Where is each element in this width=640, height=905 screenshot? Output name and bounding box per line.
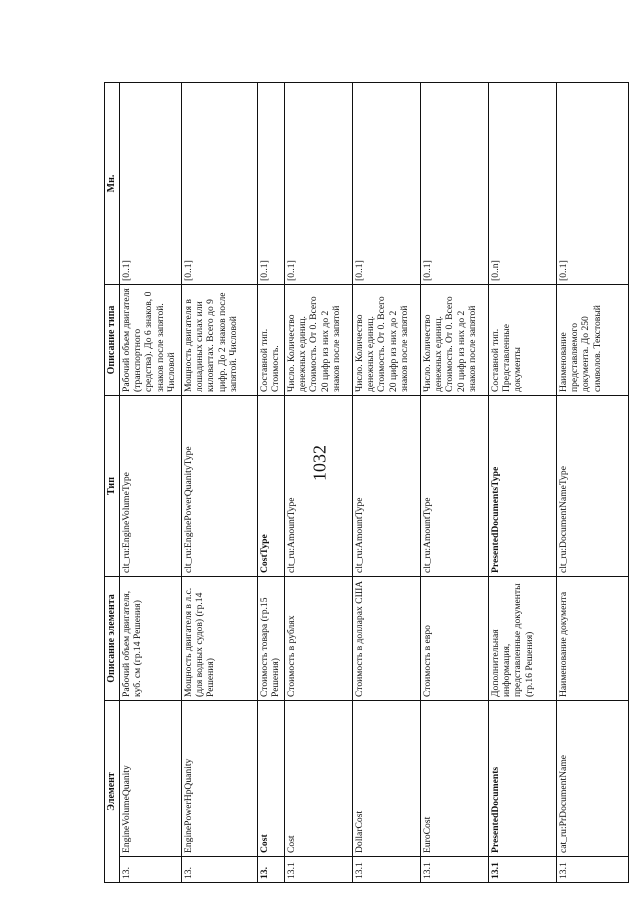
header-multiplicity: Мн. (105, 83, 120, 285)
header-element: Элемент (105, 701, 120, 883)
type-description-cell: Число. Количество денежных единиц. Стоимость. От 0. Всего 20 цифр из них до 2 знаков после запятой (284, 285, 352, 396)
header-element-description: Описание элемента (105, 577, 120, 701)
row-number-cell: 13. (257, 857, 284, 883)
multiplicity-cell: [0..1] (352, 83, 420, 285)
row-number-cell: 13.1 (284, 857, 352, 883)
type-cell: clt_ru:AmountType (284, 396, 352, 577)
type-description-cell: Составной тип. Стоимость. (257, 285, 284, 396)
element-description-cell: Стоимость в евро (420, 577, 488, 701)
table-body (119, 83, 628, 883)
header-type-description: Описание типа (105, 285, 120, 396)
element-name-cell: Cost (284, 701, 352, 857)
table-row (556, 83, 628, 883)
row-number-cell: 13.1 (420, 857, 488, 883)
type-cell: clt_ru:EngineVolumeType (119, 396, 181, 577)
spec-table-container (104, 83, 603, 883)
type-description-cell: Наименование представляемого документа. До 250 символов. Текстовый (556, 285, 628, 396)
table-row (181, 83, 257, 883)
element-name-cell: EuroCost (420, 701, 488, 857)
element-name-cell: EnginePowerHpQuanity (181, 701, 257, 857)
table-row (284, 83, 352, 883)
element-description-cell: Стоимость в рублях (284, 577, 352, 701)
multiplicity-cell: [0..n] (488, 83, 556, 285)
row-number-cell: 13.1 (556, 857, 628, 883)
multiplicity-cell: [0..1] (119, 83, 181, 285)
multiplicity-cell: [0..1] (556, 83, 628, 285)
element-name-cell: PresentedDocuments (488, 701, 556, 857)
element-name-cell: DollarCost (352, 701, 420, 857)
type-description-cell: Мощность двигателя в лошадиных силах или киловаттах. Всего до 9 цифр. До 2 знаков после запятой. Числовой (181, 285, 257, 396)
table-row (257, 83, 284, 883)
header-row (105, 83, 120, 883)
table-row (420, 83, 488, 883)
type-description-cell: Составной тип. Представленные документы (488, 285, 556, 396)
element-description-cell: Стоимость товара (гр.15 Решения) (257, 577, 284, 701)
type-description-cell: Число. Количество денежных единиц. Стоимость. От 0. Всего 20 цифр из них до 2 знаков после запятой (352, 285, 420, 396)
multiplicity-cell: [0..1] (257, 83, 284, 285)
type-cell: clt_ru:AmountType (352, 396, 420, 577)
header-type: Тип (105, 396, 120, 577)
type-cell: CostType (257, 396, 284, 577)
element-description-cell: Стоимость в долларах США (352, 577, 420, 701)
type-cell: PresentedDocumentsType (488, 396, 556, 577)
element-description-cell: Мощность двигателя в л.с. (для водных судов) (гр.14 Решения) (181, 577, 257, 701)
element-name-cell: cat_ru:PrDocumentName (556, 701, 628, 857)
multiplicity-cell: [0..1] (181, 83, 257, 285)
element-name-cell: EngineVolumeQuanity (119, 701, 181, 857)
element-name-cell: Cost (257, 701, 284, 857)
type-cell: clt_ru:DocumentNameType (556, 396, 628, 577)
row-number-cell: 13.1 (488, 857, 556, 883)
page-number: 1032 (309, 445, 330, 481)
type-description-cell: Рабочий объем двигателя (транспортного средства). До 6 знаков, 0 знаков после запятой. Числовой (119, 285, 181, 396)
type-description-cell: Число. Количество денежных единиц. Стоимость. От 0. Всего 20 цифр из них до 2 знаков после запятой (420, 285, 488, 396)
row-number-cell: 13. (181, 857, 257, 883)
multiplicity-cell: [0..1] (284, 83, 352, 285)
table-row (352, 83, 420, 883)
table-row (488, 83, 556, 883)
type-cell: clt_ru:EnginePowerQuanityType (181, 396, 257, 577)
spec-table (104, 82, 629, 883)
table-row (119, 83, 181, 883)
multiplicity-cell: [0..1] (420, 83, 488, 285)
type-cell: clt_ru:AmountType (420, 396, 488, 577)
element-description-cell: Наименование документа (556, 577, 628, 701)
row-number-cell: 13. (119, 857, 181, 883)
element-description-cell: Рабочий объем двигателя, куб. см (гр.14 Решения) (119, 577, 181, 701)
row-number-cell: 13.1 (352, 857, 420, 883)
element-description-cell: Дополнительная информация, представленные документы (гр.16 Решения) (488, 577, 556, 701)
